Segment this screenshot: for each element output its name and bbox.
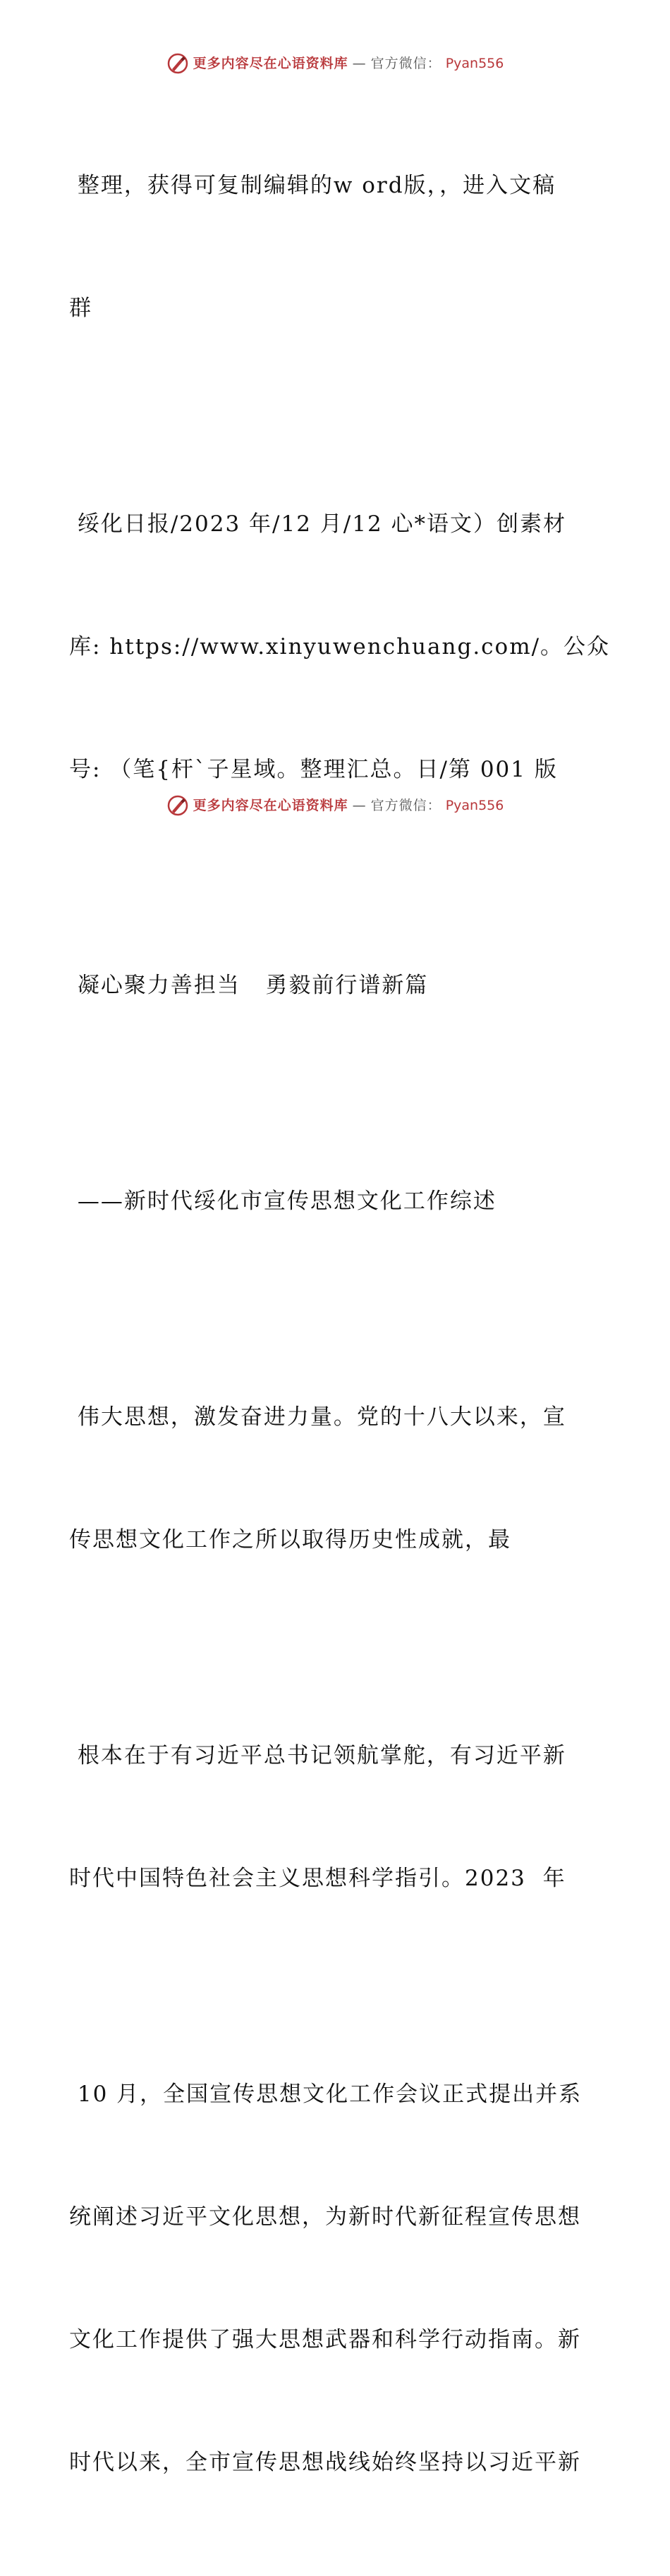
watermark-separator: — <box>352 798 367 813</box>
text-line: 绥化日报/2023 年/12 月/12 心*语文）创素材 <box>69 511 567 537</box>
paragraph-body-2 <box>69 1653 605 1981</box>
header-watermark <box>0 52 670 75</box>
article-subtitle <box>69 1099 605 1304</box>
text-line: 库: https://www.xinyuwenchuang.com/。公众 <box>69 634 611 660</box>
watermark-official-label: 官方微信： <box>370 798 441 813</box>
document-body <box>69 83 611 2576</box>
text-line: ——新时代绥化市宣传思想文化工作综述 <box>69 1189 497 1214</box>
text-line: 凝心聚力善担当 勇毅前行谱新篇 <box>69 973 429 998</box>
watermark-wechat-id: Pyan556 <box>445 798 504 813</box>
watermark-separator: — <box>352 56 367 71</box>
text-line: 号: （笔{杆`子星域。整理汇总。日/第 001 版 <box>69 757 558 782</box>
text-line: 根本在于有习近平总书记领航掌舵，有习近平新 <box>69 1743 566 1768</box>
text-line: 伟大思想，激发奋进力量。党的十八大以来，宣 <box>69 1404 566 1430</box>
text-line: 文化工作提供了强大思想武器和科学行动指南。新 <box>69 2327 581 2352</box>
watermark-brand-text: 更多内容尽在心语资料库 <box>193 56 348 71</box>
text-line: 群 <box>69 296 92 321</box>
text-line: 10 月，全国宣传思想文化工作会议正式提出并系 <box>69 2082 583 2107</box>
text-line: 整理，获得可复制编辑的w ord版，，进入文稿 <box>69 173 556 198</box>
text-line: 时代以来，全市宣传思想战线始终坚持以习近平新 <box>69 2450 581 2475</box>
brand-pen-logo-icon <box>166 52 189 75</box>
watermark-official-label: 官方微信： <box>370 56 441 71</box>
watermark-wechat-id: Pyan556 <box>445 56 504 71</box>
text-line: 传思想文化工作之所以取得历史性成就，最 <box>69 1527 511 1553</box>
article-title <box>69 883 605 1088</box>
footer-watermark <box>0 794 670 817</box>
text-line: 时代中国特色社会主义思想科学指引。2023 年 <box>69 1866 566 1891</box>
brand-pen-logo-icon <box>166 794 189 817</box>
paragraph-body-1 <box>69 1315 605 1642</box>
text-line: 统阐述习近平文化思想，为新时代新征程宣传思想 <box>69 2204 581 2230</box>
watermark-brand-text: 更多内容尽在心语资料库 <box>193 798 348 813</box>
paragraph-body-3 <box>69 1992 605 2565</box>
paragraph-intro <box>69 83 605 411</box>
